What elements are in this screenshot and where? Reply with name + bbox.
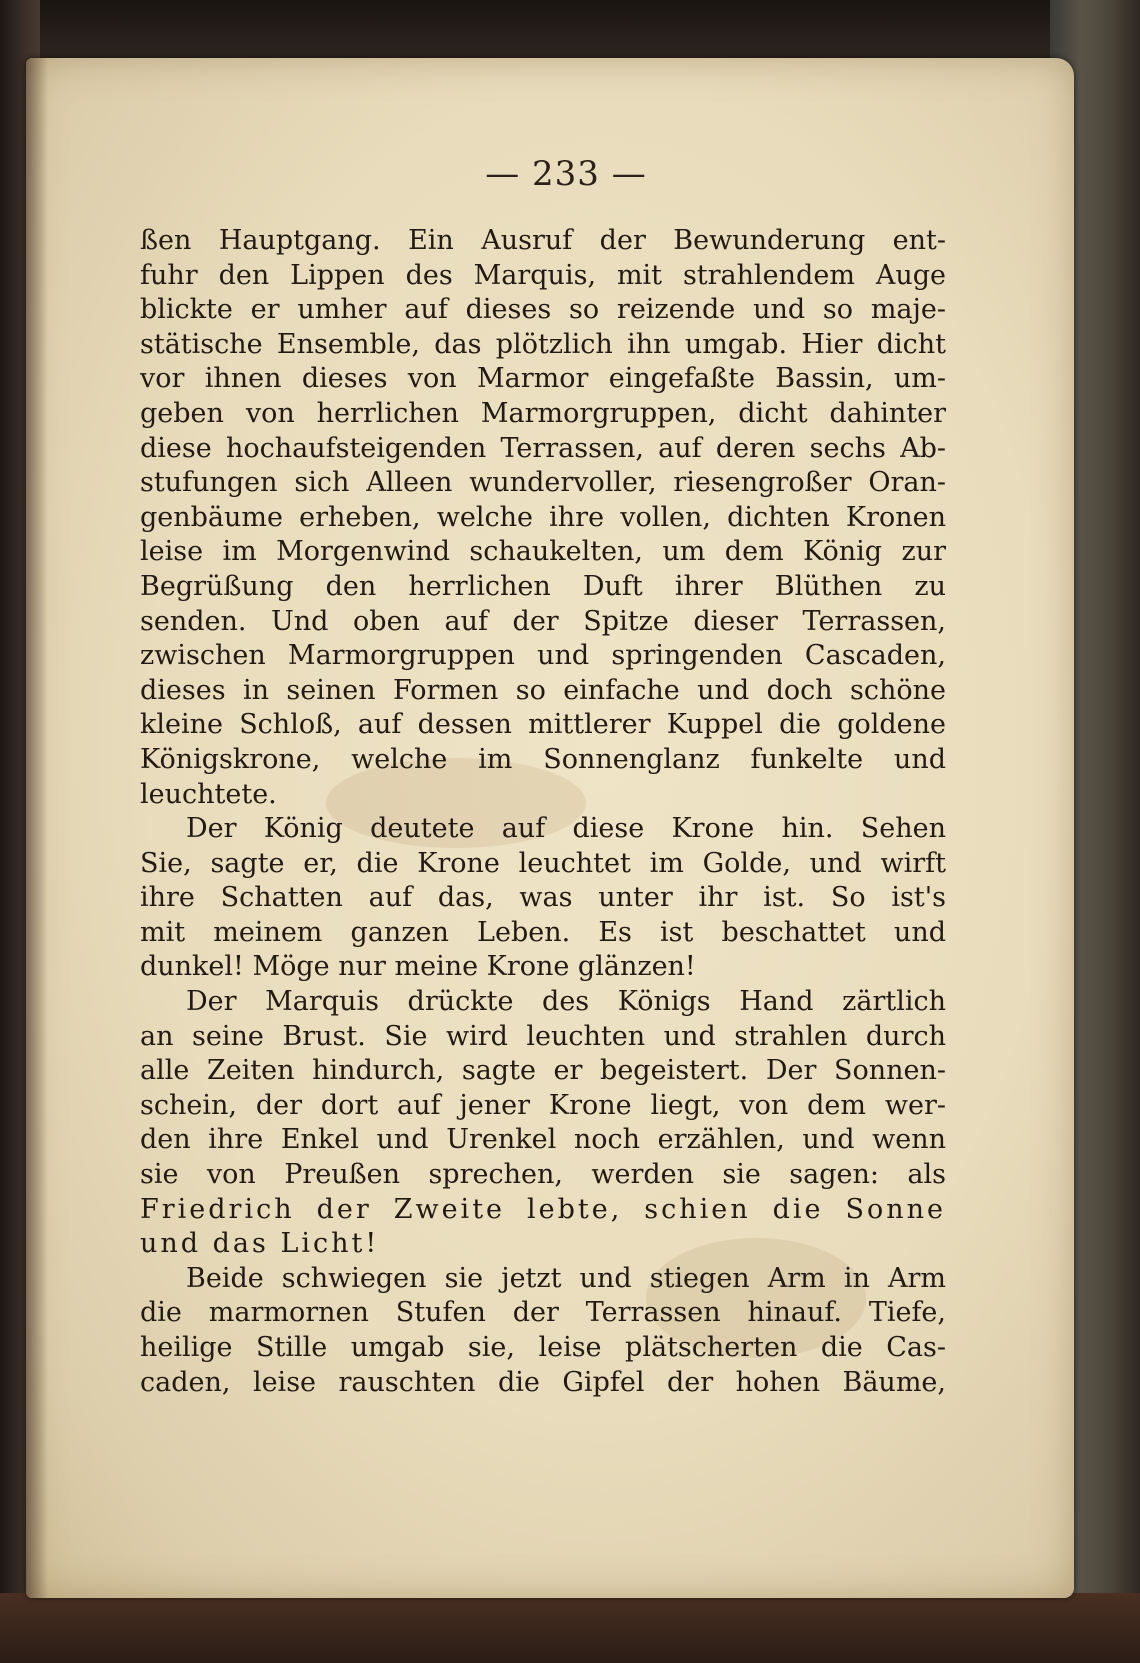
text-line: leise im Morgenwind schaukelten, um dem König zur bbox=[140, 536, 946, 568]
text-line: den ihre Enkel und Urenkel noch erzählen, und wenn bbox=[140, 1124, 946, 1156]
text-line: Der König deutete auf diese Krone hin. Sehen bbox=[186, 813, 946, 845]
text-line: und das Licht! bbox=[140, 1228, 380, 1260]
text-line: kleine Schloß, auf dessen mittlerer Kuppel die goldene bbox=[140, 709, 946, 741]
text-line: zwischen Marmorgruppen und springenden Cascaden, bbox=[140, 640, 946, 672]
text-line: Beide schwiegen sie jetzt und stiegen Arm in Arm bbox=[186, 1262, 946, 1294]
text-line: senden. Und oben auf der Spitze dieser Terrassen, bbox=[140, 605, 946, 637]
text-line: stufungen sich Alleen wundervoller, riesengroßer Oran- bbox=[140, 467, 946, 499]
text-line: Sie, sagte er, die Krone leuchtet im Golde, und wirft bbox=[140, 847, 946, 879]
text-line: alle Zeiten hindurch, sagte er begeistert. Der Sonnen- bbox=[140, 1055, 946, 1087]
text-line: sie von Preußen sprechen, werden sie sagen: als bbox=[140, 1159, 946, 1191]
text-line: an seine Brust. Sie wird leuchten und strahlen durch bbox=[140, 1020, 946, 1052]
text-line: geben von herrlichen Marmorgruppen, dicht dahinter bbox=[140, 397, 946, 429]
text-line: diese hochaufsteigenden Terrassen, auf deren sechs Ab- bbox=[140, 432, 946, 464]
book-cover-bottom bbox=[0, 1593, 1140, 1663]
text-line: caden, leise rauschten die Gipfel der hohen Bäume, bbox=[140, 1366, 946, 1398]
text-line: blickte er umher auf dieses so reizende und so maje- bbox=[140, 294, 946, 326]
text-line: vor ihnen dieses von Marmor eingefaßte Bassin, um- bbox=[140, 363, 946, 395]
text-line: stätische Ensemble, das plötzlich ihn umgab. Hier dicht bbox=[140, 328, 946, 360]
text-line: heilige Stille umgab sie, leise plätscherten die Cas- bbox=[140, 1332, 946, 1363]
text-line: Königskrone, welche im Sonnenglanz funkelte und bbox=[140, 743, 946, 775]
text-line: fuhr den Lippen des Marquis, mit strahlendem Auge bbox=[140, 259, 946, 291]
text-line: genbäume erheben, welche ihre vollen, dichten Kronen bbox=[140, 501, 946, 533]
body-text bbox=[140, 224, 946, 1400]
text-line: ihre Schatten auf das, was unter ihr ist. So ist's bbox=[140, 882, 946, 914]
text-line: mit meinem ganzen Leben. Es ist beschattet und bbox=[140, 916, 946, 948]
text-line: Friedrich der Zweite lebte, schien die Sonne bbox=[140, 1193, 946, 1225]
page-number: — 233 — bbox=[485, 154, 647, 194]
text-line: leuchtete. bbox=[140, 778, 277, 810]
text-line: Der Marquis drückte des Königs Hand zärtlich bbox=[186, 986, 946, 1018]
text-line: schein, der dort auf jener Krone liegt, von dem wer- bbox=[140, 1089, 946, 1121]
text-line: Begrüßung den herrlichen Duft ihrer Blüthen zu bbox=[140, 570, 946, 602]
text-line: die marmornen Stufen der Terrassen hinauf. Tiefe, bbox=[140, 1297, 946, 1329]
text-line: ßen Hauptgang. Ein Ausruf der Bewunderung ent- bbox=[140, 225, 946, 256]
page-gutter-shadow bbox=[26, 58, 48, 1598]
book-page bbox=[26, 58, 1074, 1598]
text-line: dieses in seinen Formen so einfache und doch schöne bbox=[140, 674, 946, 706]
book-cover-top bbox=[0, 0, 1140, 62]
text-line: dunkel! Möge nur meine Krone glänzen! bbox=[140, 951, 696, 983]
